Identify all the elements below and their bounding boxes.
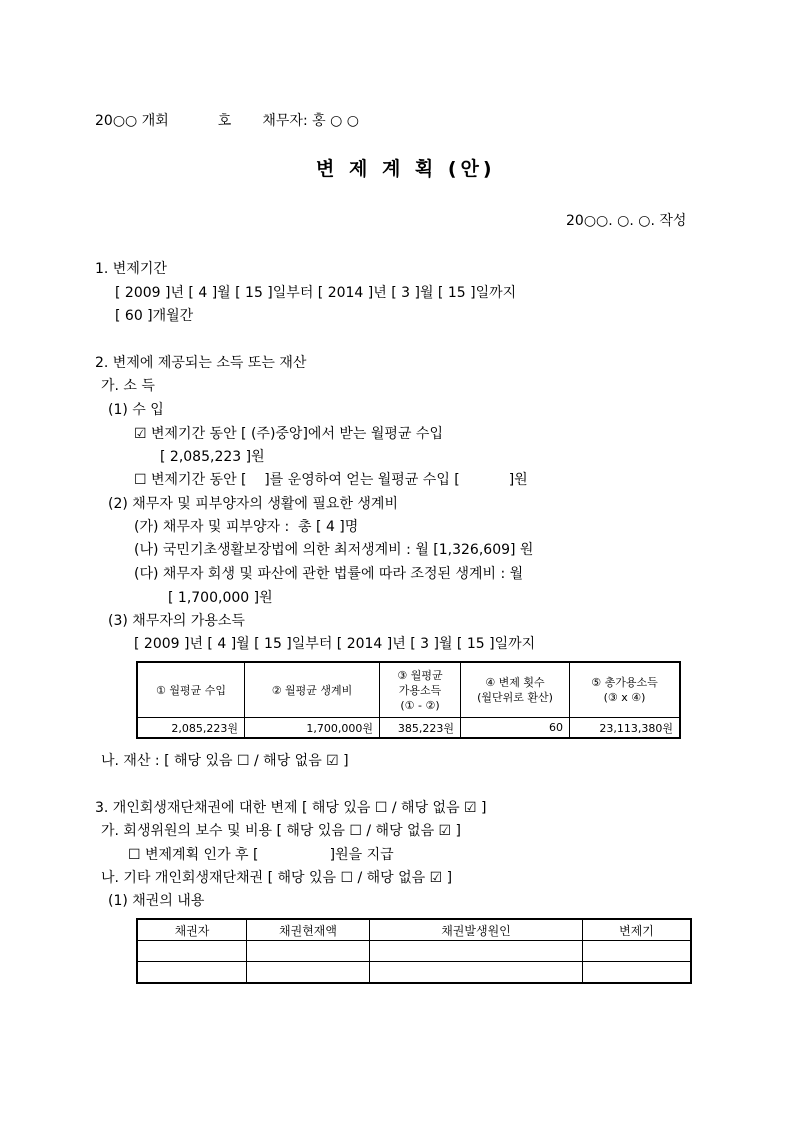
table-cell (137, 941, 247, 962)
living-na: (나) 국민기초생활보장법에 의한 최저생계비 : 월 [1,326,609] 원 (134, 542, 534, 558)
claims-heading: (1) 채권의 내용 (108, 893, 205, 909)
disposable-period: [ 2009 ]년 [ 4 ]월 [ 15 ]일부터 [ 2014 ]년 [ 3 ]월 [ 15 ]일까지 (134, 636, 536, 652)
page-title: 변 제 계 획 (안) (316, 158, 496, 180)
claims-table (136, 918, 692, 984)
table-cell: 1,700,000원 (245, 718, 380, 739)
income-table-header: ⑤ 총가용소득 (③ x ④) (570, 662, 681, 718)
table-cell (137, 962, 247, 984)
living-da: (다) 채무자 회생 및 파산에 관한 법률에 따라 조정된 생계비 : 월 (134, 566, 524, 582)
table-cell (583, 941, 692, 962)
claims-table-header: 채권자 (137, 919, 247, 941)
claims-table-header: 변제기 (583, 919, 692, 941)
income-table-header: ③ 월평균 가용소득 (① - ②) (380, 662, 461, 718)
living-heading: (2) 채무자 및 피부양자의 생활에 필요한 생계비 (108, 496, 398, 512)
living-ga: (가) 채무자 및 피부양자 : 총 [ 4 ]명 (134, 519, 359, 535)
table-cell (247, 941, 370, 962)
claims-table-row (137, 941, 691, 962)
income-table-header: ② 월평균 생계비 (245, 662, 380, 718)
section1-months: [ 60 ]개월간 (115, 308, 194, 324)
section3-heading: 3. 개인회생재단채권에 대한 변제 [ 해당 있음 ☐ / 해당 없음 ☑ ] (95, 800, 487, 816)
living-da-amount: [ 1,700,000 ]원 (168, 590, 273, 606)
section2-heading: 2. 변제에 제공되는 소득 또는 재산 (95, 355, 307, 371)
section1-heading: 1. 변제기간 (95, 261, 167, 277)
table-cell (370, 962, 583, 984)
table-cell: 385,223원 (380, 718, 461, 739)
income-table-row (137, 718, 680, 739)
table-cell (583, 962, 692, 984)
claims-table-row (137, 962, 691, 984)
section3-ga: 가. 회생위원의 보수 및 비용 [ 해당 있음 ☐ / 해당 없음 ☑ ] (101, 823, 461, 839)
property-line: 나. 재산 : [ 해당 있음 ☐ / 해당 없음 ☑ ] (101, 753, 349, 769)
table-cell: 60 (461, 718, 570, 739)
section3-na: 나. 기타 개인회생재단채권 [ 해당 있음 ☐ / 해당 없음 ☑ ] (101, 870, 453, 886)
income-table (136, 661, 681, 739)
income-table-header: ④ 변제 횟수 (월단위로 환산) (461, 662, 570, 718)
income-table-header: ① 월평균 수입 (137, 662, 245, 718)
income-option-1-amount: [ 2,085,223 ]원 (160, 449, 265, 465)
claims-table-header: 채권현재액 (247, 919, 370, 941)
income-heading: (1) 수 입 (108, 402, 164, 418)
table-cell: 2,085,223원 (137, 718, 245, 739)
table-cell: 23,113,380원 (570, 718, 681, 739)
income-option-2: ☐ 변제기간 동안 [ ]를 운영하여 얻는 월평균 수입 [ ]원 (134, 472, 528, 488)
header-line: 20○○ 개회 호 채무자: 홍 ○ ○ (95, 113, 359, 129)
disposable-heading: (3) 채무자의 가용소득 (108, 613, 245, 629)
table-cell (370, 941, 583, 962)
income-table-header-row (137, 662, 680, 718)
section2-ga: 가. 소 득 (101, 378, 155, 394)
table-cell (247, 962, 370, 984)
section3-ga-item: ☐ 변제계획 인가 후 [ ]원을 지급 (128, 847, 394, 863)
income-option-1: ☑ 변제기간 동안 [ (주)중앙]에서 받는 월평균 수입 (134, 426, 443, 442)
date-line: 20○○. ○. ○. 작성 (566, 213, 687, 229)
claims-table-header: 채권발생원인 (370, 919, 583, 941)
section1-period: [ 2009 ]년 [ 4 ]월 [ 15 ]일부터 [ 2014 ]년 [ 3 ]월 [ 15 ]일까지 (115, 285, 517, 301)
claims-table-header-row (137, 919, 691, 941)
